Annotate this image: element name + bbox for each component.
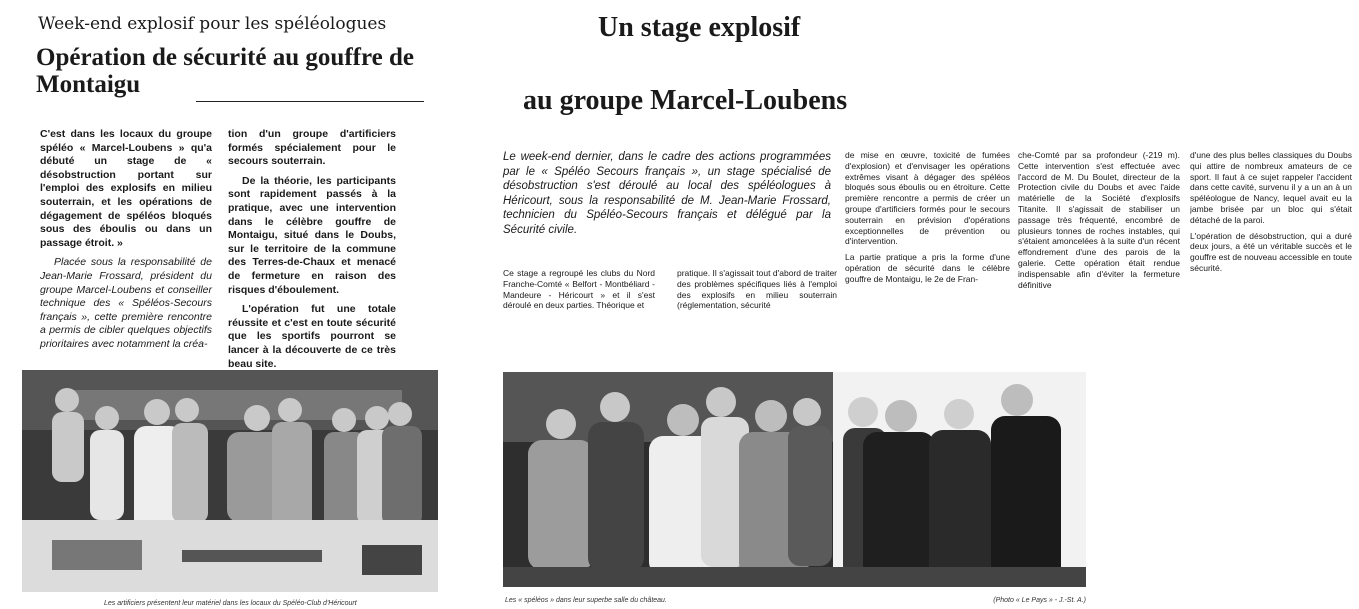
right-photo-credit: (Photo « Le Pays » - J.-St. A.) xyxy=(993,597,1086,604)
right-col-e-para-2: L'opération de désobstruction, qui a duré deux jours, a été un véritable succès et le gouffre est de nouveau accessible en toute sécurité. xyxy=(1190,230,1352,273)
left-col2-para-2: De la théorie, les participants sont rapidement passés à la pratique, avec une intervention dans le célèbre gouffre de Montaigu, situé dans le Doubs, sur le territoire de la commune des Terres-de-Chaux et menacé de fermeture en raison des risques d'éboulement. xyxy=(228,174,396,296)
right-col-a-text: Ce stage a regroupé les clubs du Nord Franche-Comté « Belfort - Montbéliard - Mandeure - Héricourt » et il s'est déroulé en deux parties. Théorique et xyxy=(503,268,655,311)
left-photo-illustration xyxy=(22,370,438,592)
left-group-photo xyxy=(22,370,438,592)
right-photo-caption: Les « spéléos » dans leur superbe salle du château. xyxy=(505,597,667,604)
left-col1-para-1: C'est dans les locaux du groupe spéléo « Marcel-Loubens » qu'a débuté un stage de « désobstruction portant sur l'emploi des explosifs en milieu souterrain, et les opérations de dégagement de spéléos bloqués sous des éboulis ou dans un passage étroit. » xyxy=(40,128,212,249)
right-col-d-text: che-Comté par sa profondeur (-219 m). Cette intervention s'est effectuée avec l'accord de M. Du Boulet, directeur de la Protection civile du Doubs et avec l'aide matérielle de la Société d'explosifs Titanite. Il s'agissait de stabiliser un passage très fréquenté, encombré de plusieurs tonnes de roches instables, qui s'étaient amoncelées à la suite d'un récent effondrement d'une des parois de la galerie. Cette opération était rendue indispensable afin d'éviter la fermeture définitive xyxy=(1018,150,1180,290)
right-col-c-para-1: de mise en œuvre, toxicité de fumées d'explosion) et d'envisager les opérations extrêmes visant à dégager des spéléos bloqués sous éboulis ou en étroiture. Cette première rencontre a permis de créer un groupe d'artificiers formés pour le secours souterrain en prévision d'opérations exceptionnelles de prévention ou d'intervention. xyxy=(845,150,1010,247)
right-group-photo xyxy=(503,372,1086,587)
right-title-line-2: au groupe Marcel-Loubens xyxy=(523,85,848,116)
right-intro: Le week-end dernier, dans le cadre des actions programmées par le « Spéléo Secours français », un stage spécialisé de désobstruction s'est déroulé au local des spéléologues à Héricourt, sous la responsabilité de M. Jean-Marie Frossard, technicien du Spéléo-Secours français et délégué par la Sécurité civile. xyxy=(503,151,831,236)
left-column-1 xyxy=(40,128,212,358)
right-col-a xyxy=(503,268,655,328)
right-photo-illustration xyxy=(503,372,1086,587)
right-col-c-para-2: La partie pratique a pris la forme d'une opération de sécurité dans le célèbre gouffre de Montaigu, le 2e de Fran- xyxy=(845,252,1010,284)
right-col-e-para-1: d'une des plus belles classiques du Doubs qui attire de nombreux amateurs de ce sport. Il faut à ce sujet rappeler l'accident dans cette cavité, survenu il y a un an à un spéléologue de Nancy, lequel avait eu la jambe brisée par un bloc qui s'était détaché de la paroi. xyxy=(1190,150,1352,225)
right-col-e xyxy=(1190,150,1352,365)
left-column-2 xyxy=(228,128,396,377)
left-col2-para-3: L'opération fut une totale réussite et c'est en toute sécurité que les sportifs pourront se lancer à la découverte de ce très beau site. xyxy=(228,303,396,370)
right-col-c xyxy=(845,150,1010,365)
left-col1-para-2: Placée sous la responsabilité de Jean-Marie Frossard, président du groupe Marcel-Loubens et conseiller technique des « Spéléos-Secours français », cette première rencontre a permis de cibler quelques objectifs prioritaires avec notamment la créa- xyxy=(40,256,212,350)
left-kicker: Week-end explosif pour les spéléologues xyxy=(38,14,387,34)
left-col2-para-1: tion d'un groupe d'artificiers formés spécialement pour le secours souterrain. xyxy=(228,128,396,168)
right-col-d xyxy=(1018,150,1180,365)
left-headline: Opération de sécurité au gouffre de Montaigu xyxy=(36,44,414,98)
right-col-b-text: pratique. Il s'agissait tout d'abord de traiter des problèmes spécifiques liés à l'emploi des explosifs en milieu souterrain (réglementation, sécurité xyxy=(677,268,837,311)
left-photo-caption: Les artificiers présentent leur matériel dans les locaux du Spéléo-Club d'Héricourt xyxy=(104,600,357,607)
headline-rule xyxy=(196,101,424,102)
right-title-line-1: Un stage explosif xyxy=(598,12,801,43)
right-col-b xyxy=(677,268,837,328)
